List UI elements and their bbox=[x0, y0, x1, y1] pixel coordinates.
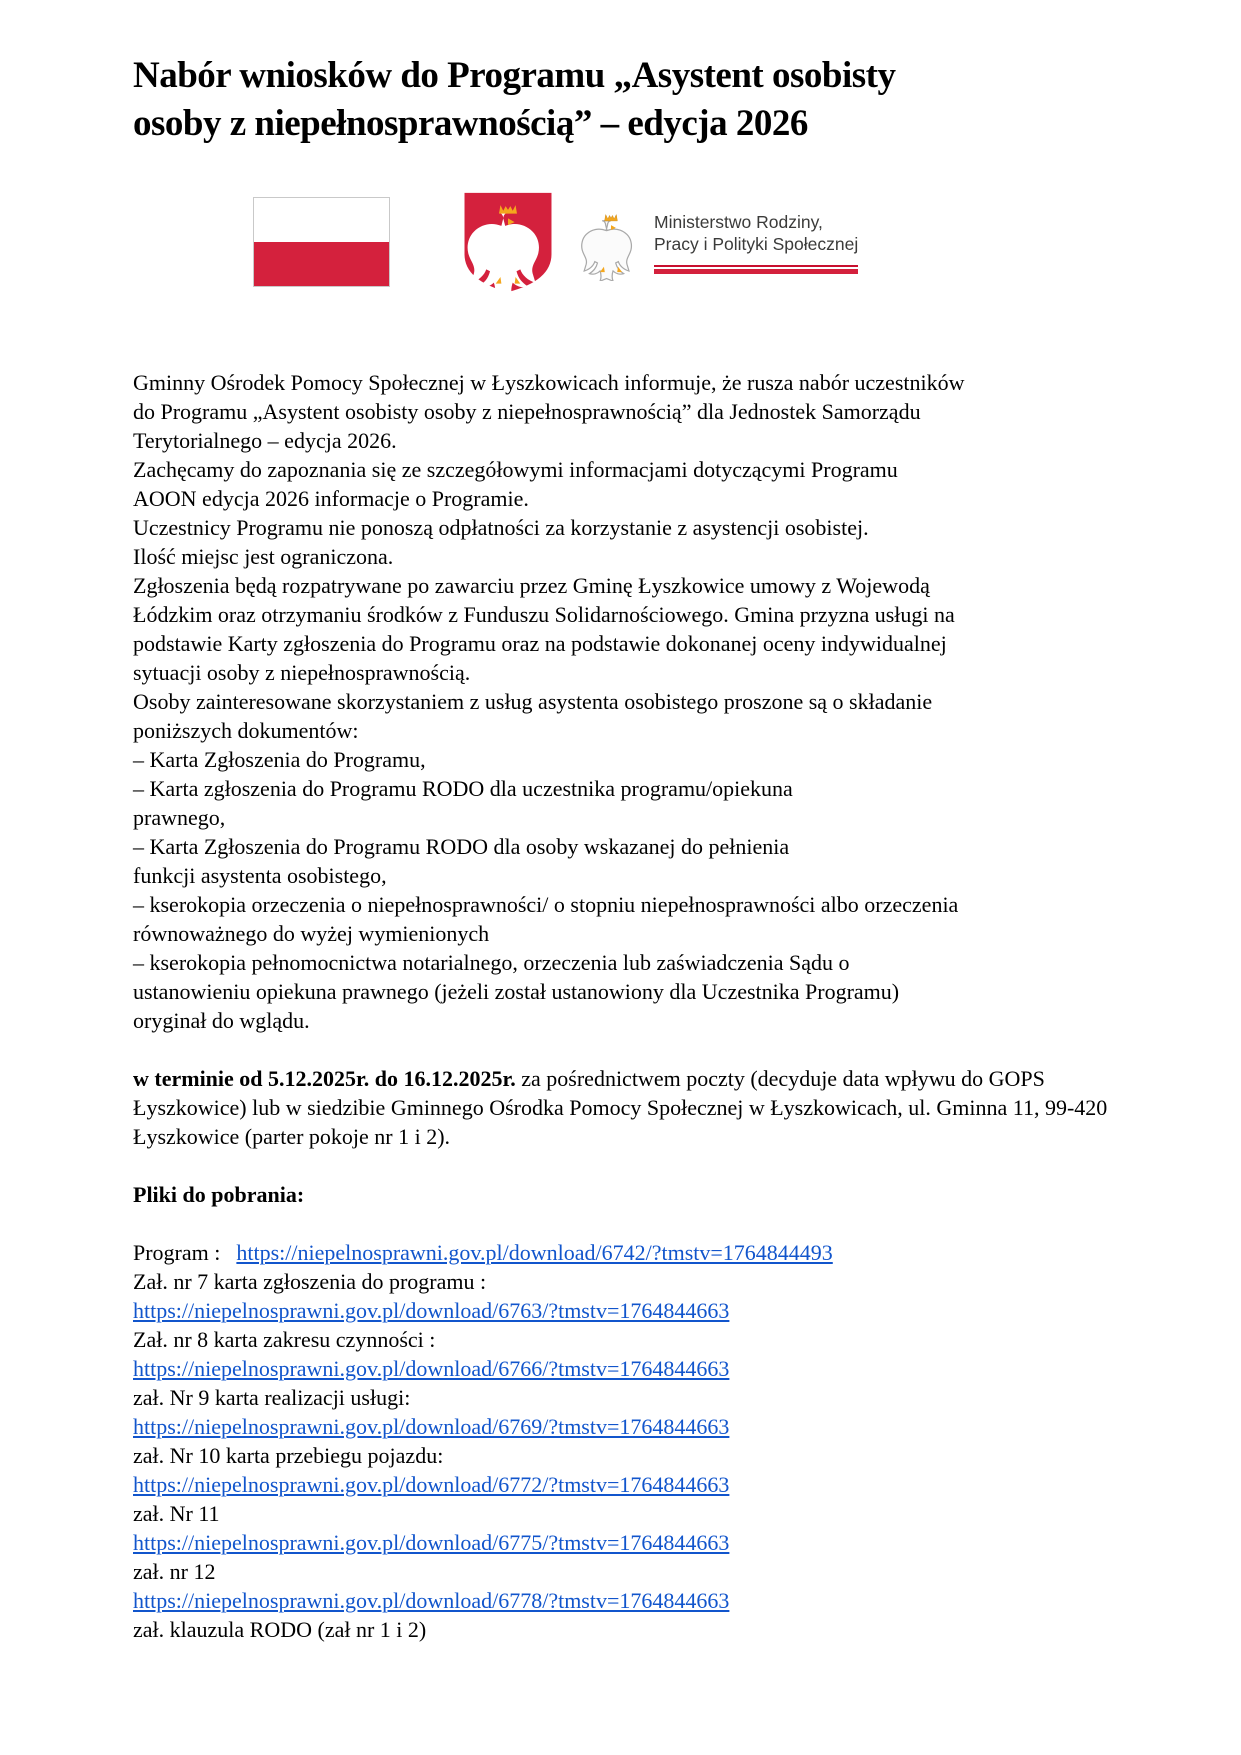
downloads-list bbox=[133, 1267, 1123, 1615]
logos-row bbox=[253, 190, 1141, 294]
program-label: Program : bbox=[133, 1240, 221, 1265]
download-item-label: zał. nr 12 bbox=[133, 1559, 216, 1584]
flag-red-stripe bbox=[254, 242, 389, 286]
text-line: – Karta Zgłoszenia do Programu RODO dla osoby wskazanej do pełnienia bbox=[133, 834, 790, 859]
ministry-name-line2: Pracy i Polityki Społecznej bbox=[654, 233, 859, 254]
downloads-section bbox=[133, 1180, 1123, 1644]
ministry-rule bbox=[654, 265, 858, 274]
download-item-link[interactable]: https://niepelnosprawni.gov.pl/download/6778/?tmstv=1764844663 bbox=[133, 1588, 730, 1613]
text-line: równoważnego do wyżej wymienionych bbox=[133, 921, 490, 946]
text-line: Uczestnicy Programu nie ponoszą odpłatności za korzystanie z asystencji osobistej. bbox=[133, 515, 869, 540]
deadline-dates: w terminie od 5.12.2025r. do 16.12.2025r. bbox=[133, 1066, 516, 1091]
ministry-name-line1: Ministerstwo Rodziny, bbox=[654, 211, 823, 232]
deadline-rest: za pośrednictwem poczty (decyduje data wpływu do GOPS Łyszkowice) lub w siedzibie Gminnego Ośrodka Pomocy Społecznej w Łyszkowicach, ul. Gminna 11, 99-420 Łyszkowice (parter pokoje nr 1 i 2). bbox=[133, 1066, 1108, 1149]
text-line: funkcji asystenta osobistego, bbox=[133, 863, 387, 888]
page-title-line2: osoby z niepełnosprawnością” – edycja 2026 bbox=[133, 103, 808, 144]
downloads-footer: zał. klauzula RODO (zał nr 1 i 2) bbox=[133, 1617, 427, 1642]
ministry-eagle-icon bbox=[580, 203, 642, 281]
text-line: Łódzkim oraz otrzymaniu środków z Funduszu Solidarnościowego. Gmina przyzna usługi na bbox=[133, 602, 955, 627]
download-item-link[interactable]: https://niepelnosprawni.gov.pl/download/6772/?tmstv=1764844663 bbox=[133, 1472, 730, 1497]
text-line: oryginał do wglądu. bbox=[133, 1008, 310, 1033]
text-line: AOON edycja 2026 informacje o Programie. bbox=[133, 486, 529, 511]
text-line: – kserokopia orzeczenia o niepełnosprawności/ o stopniu niepełnosprawności albo orzeczenia bbox=[133, 892, 959, 917]
downloads-heading: Pliki do pobrania: bbox=[133, 1182, 305, 1207]
download-item-label: Zał. nr 8 karta zakresu czynności : bbox=[133, 1327, 436, 1352]
text-line: Osoby zainteresowane skorzystaniem z usług asystenta osobistego proszone są o składanie bbox=[133, 689, 933, 714]
text-line: Zachęcamy do zapoznania się ze szczegółowymi informacjami dotyczącymi Programu bbox=[133, 457, 898, 482]
text-line: Gminny Ośrodek Pomocy Społecznej w Łyszkowicach informuje, że rusza nabór uczestników bbox=[133, 370, 965, 395]
download-item-label: Zał. nr 7 karta zgłoszenia do programu : bbox=[133, 1269, 487, 1294]
text-line: poniższych dokumentów: bbox=[133, 718, 359, 743]
text-line: Ilość miejsc jest ograniczona. bbox=[133, 544, 394, 569]
text-line: – Karta zgłoszenia do Programu RODO dla uczestnika programu/opiekuna bbox=[133, 776, 793, 801]
text-line: do Programu „Asystent osobisty osoby z niepełnosprawnością” dla Jednostek Samorządu bbox=[133, 399, 921, 424]
program-download-line bbox=[133, 1238, 1123, 1267]
download-item-label: zał. Nr 10 karta przebiegu pojazdu: bbox=[133, 1443, 444, 1468]
text-line: ustanowieniu opiekuna prawnego (jeżeli został ustanowiony dla Uczestnika Programu) bbox=[133, 979, 900, 1004]
page-title-line1: Nabór wniosków do Programu „Asystent osobisty bbox=[133, 55, 896, 96]
text-line: sytuacji osoby z niepełnosprawnością. bbox=[133, 660, 471, 685]
text-line: prawnego, bbox=[133, 805, 226, 830]
deadline-paragraph bbox=[133, 1064, 1108, 1151]
download-item-label: zał. Nr 9 karta realizacji usługi: bbox=[133, 1385, 411, 1410]
text-line: Terytorialnego – edycja 2026. bbox=[133, 428, 397, 453]
text-line: Zgłoszenia będą rozpatrywane po zawarciu przez Gminę Łyszkowice umowy z Wojewodą bbox=[133, 573, 930, 598]
polish-coat-of-arms-icon bbox=[460, 190, 556, 294]
download-item-link[interactable]: https://niepelnosprawni.gov.pl/download/6763/?tmstv=1764844663 bbox=[133, 1298, 730, 1323]
text-line: – kserokopia pełnomocnictwa notarialnego, orzeczenia lub zaświadczenia Sądu o bbox=[133, 950, 850, 975]
text-line: podstawie Karty zgłoszenia do Programu oraz na podstawie dokonanej oceny indywidualnej bbox=[133, 631, 947, 656]
program-download-link[interactable]: https://niepelnosprawni.gov.pl/download/6742/?tmstv=1764844493 bbox=[236, 1240, 833, 1265]
flag-white-stripe bbox=[254, 198, 389, 242]
polish-flag-image bbox=[253, 197, 390, 287]
download-item-link[interactable]: https://niepelnosprawni.gov.pl/download/6775/?tmstv=1764844663 bbox=[133, 1530, 730, 1555]
download-item-link[interactable]: https://niepelnosprawni.gov.pl/download/6769/?tmstv=1764844663 bbox=[133, 1414, 730, 1439]
page-title bbox=[133, 52, 1093, 148]
ministry-logo bbox=[580, 203, 858, 281]
download-item-link[interactable]: https://niepelnosprawni.gov.pl/download/6766/?tmstv=1764844663 bbox=[133, 1356, 730, 1381]
text-line: – Karta Zgłoszenia do Programu, bbox=[133, 747, 426, 772]
announcement-body bbox=[133, 368, 1123, 1035]
ministry-name bbox=[654, 211, 858, 274]
download-item-label: zał. Nr 11 bbox=[133, 1501, 220, 1526]
